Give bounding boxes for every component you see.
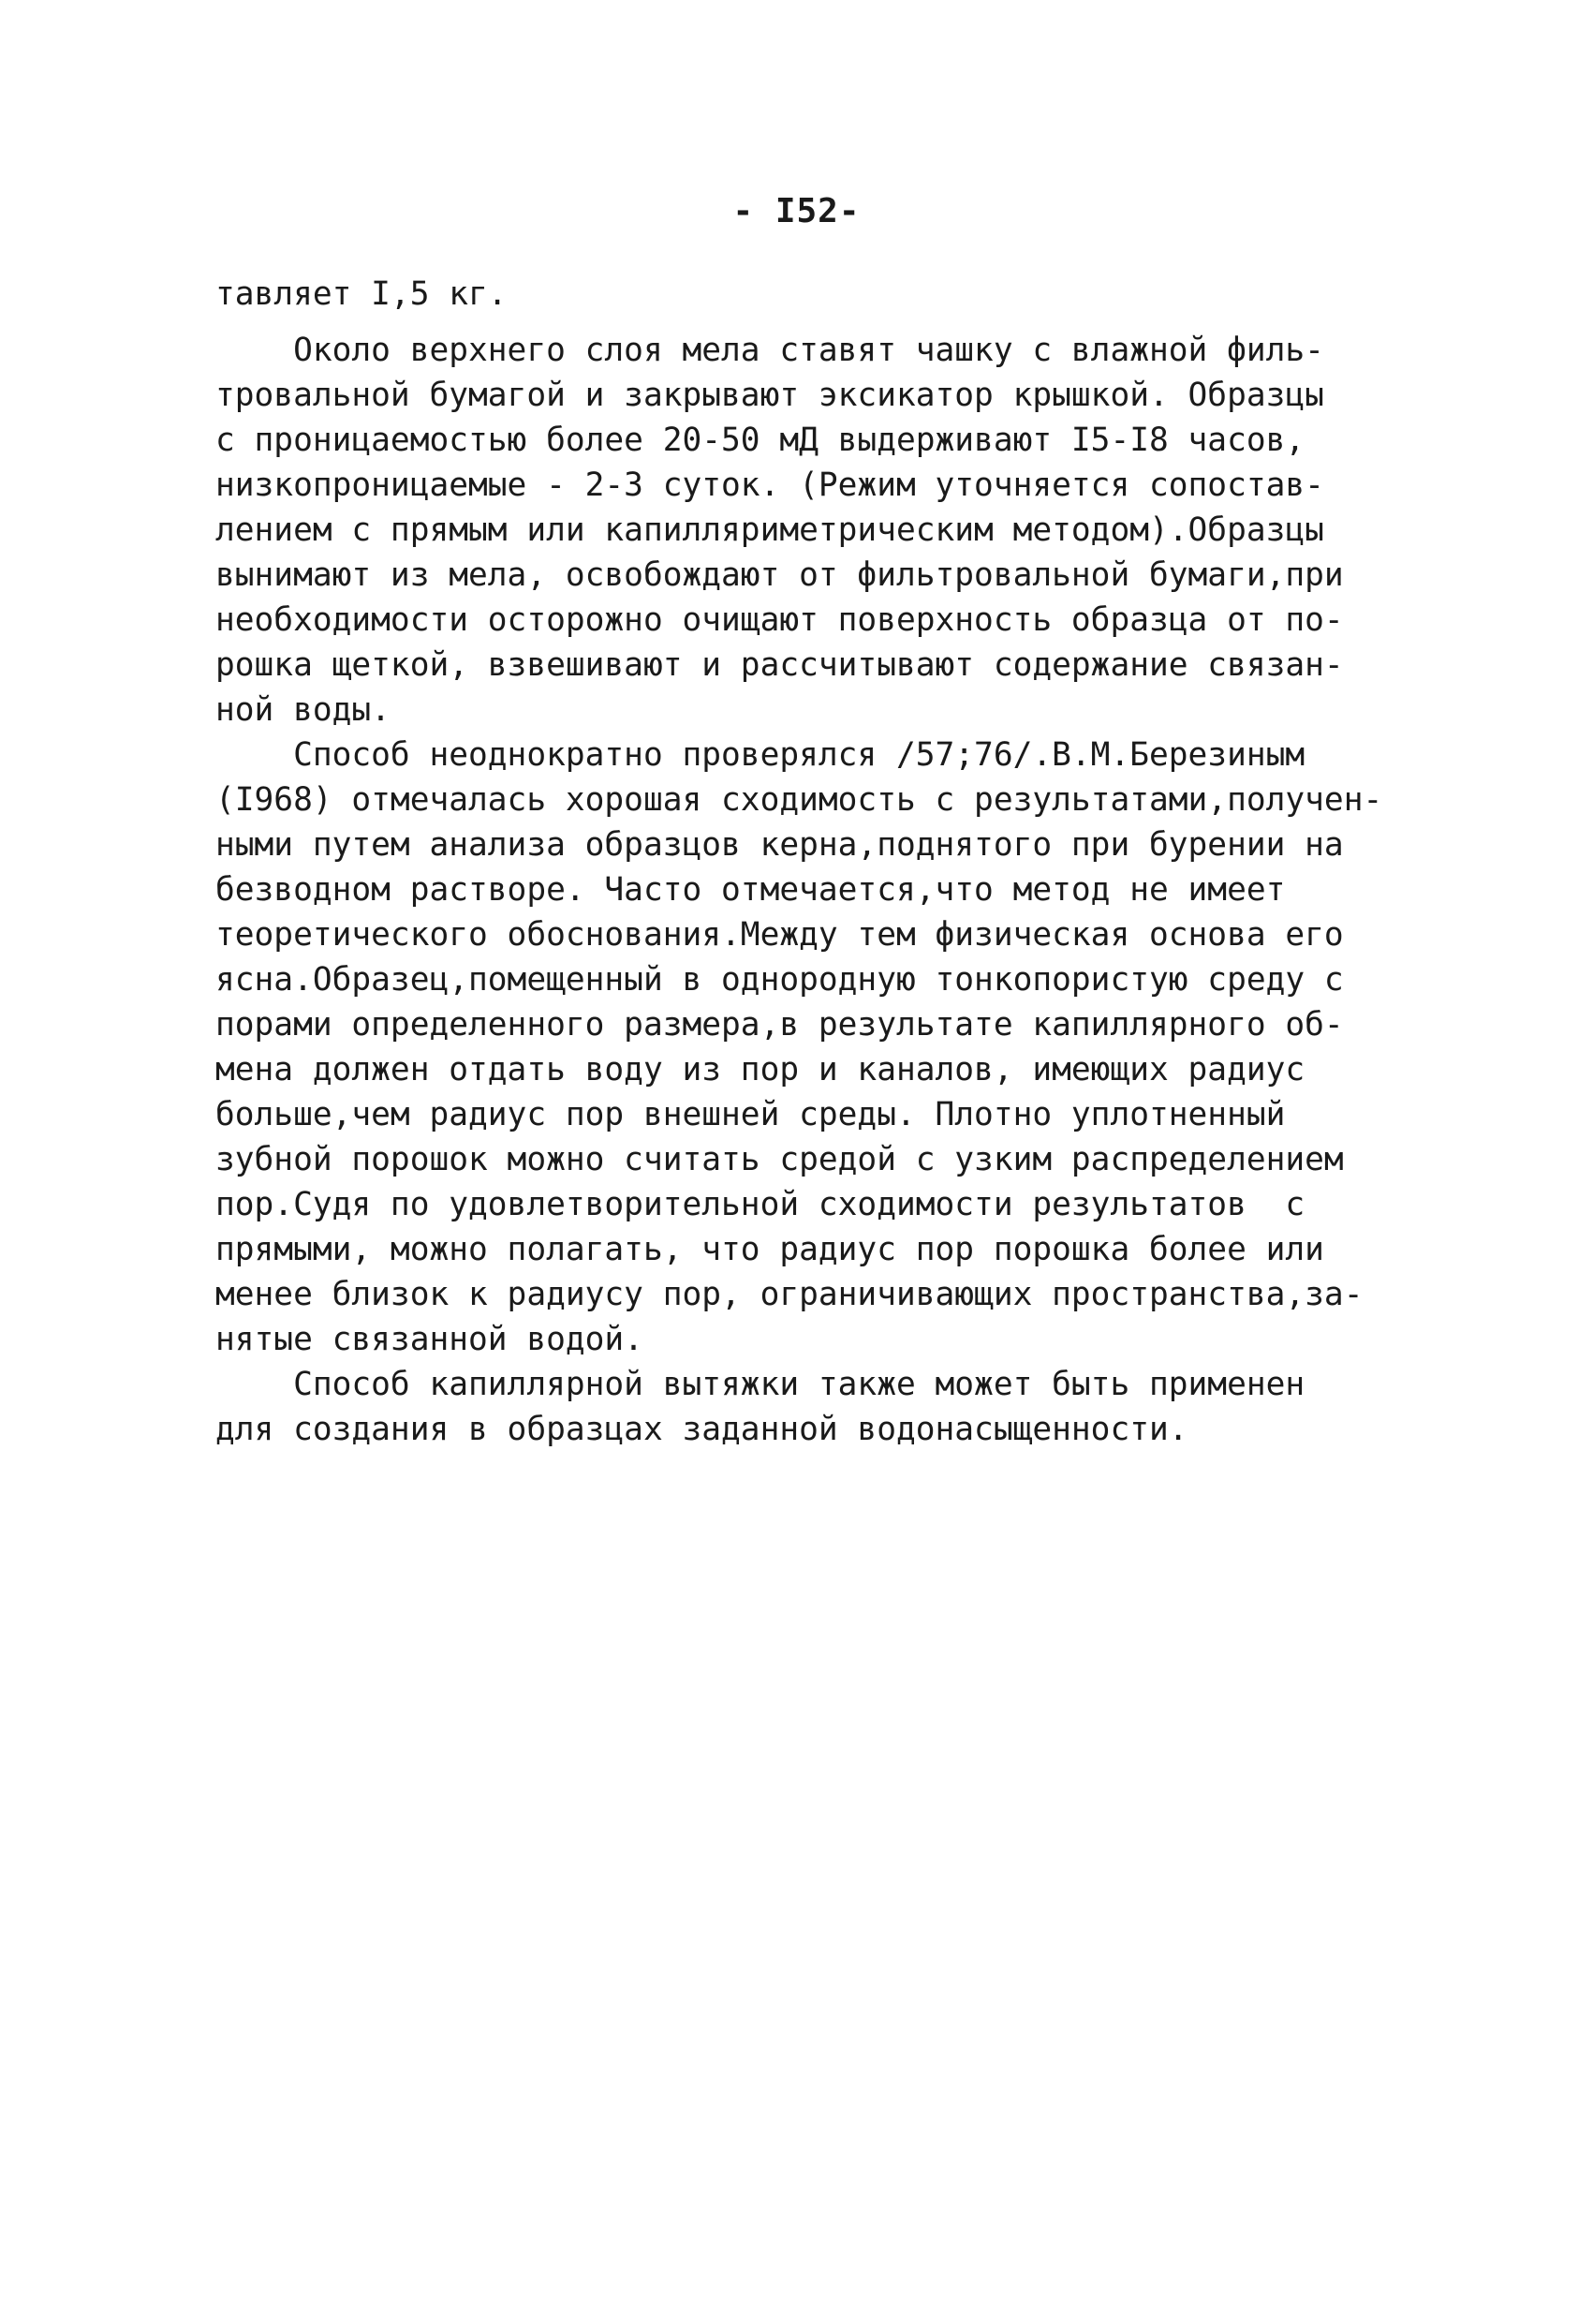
text-line: вынимают из мела, освобождают от фильтровальной бумаги,при	[215, 556, 1344, 594]
text-line: ными путем анализа образцов керна,поднятого при бурении на	[215, 826, 1344, 864]
text-line: тровальной бумагой и закрывают эксикатор крышкой. Образцы	[215, 377, 1324, 414]
text-line: ной воды.	[215, 691, 391, 729]
text-line: мена должен отдать воду из пор и каналов, имеющих радиус	[215, 1051, 1305, 1088]
text-line: зубной порошок можно считать средой с узким распределением	[215, 1141, 1344, 1178]
text-line: с проницаемостью более 20-50 мД выдерживают I5-I8 часов,	[215, 422, 1305, 459]
text-line: менее близок к радиусу пор, ограничивающих пространства,за-	[215, 1276, 1364, 1313]
text-line: Способ капиллярной вытяжки также может быть применен	[215, 1366, 1305, 1403]
text-line: порами определенного размера,в результате капиллярного об-	[215, 1006, 1344, 1044]
text-line: тавляет I,5 кг.	[215, 275, 508, 313]
text-line: теоретического обоснования.Между тем физическая основа его	[215, 916, 1344, 954]
text-line: Способ неоднократно проверялся /57;76/.В.М.Березиным	[215, 736, 1305, 774]
text-line: безводном растворе. Часто отмечается,что метод не имеет	[215, 871, 1286, 909]
page-number: - I52-	[732, 192, 861, 230]
text-line: низкопроницаемые - 2-3 суток. (Режим уточняется сопостав-	[215, 466, 1324, 504]
text-line: для создания в образцах заданной водонасыщенности.	[215, 1411, 1188, 1448]
text-line: Около верхнего слоя мела ставят чашку с влажной филь-	[215, 332, 1324, 369]
text-line: больше,чем радиус пор внешней среды. Плотно уплотненный	[215, 1096, 1286, 1133]
text-line: прямыми, можно полагать, что радиус пор порошка более или	[215, 1231, 1324, 1268]
text-line: ясна.Образец,помещенный в однородную тонкопористую среду с	[215, 961, 1344, 999]
text-line: необходимости осторожно очищают поверхность образца от по-	[215, 601, 1344, 639]
text-line: пор.Судя по удовлетворительной сходимости результатов с	[215, 1186, 1305, 1223]
text-line: нятые связанной водой.	[215, 1321, 643, 1358]
text-line: (I968) отмечалась хорошая сходимость с результатами,получен-	[215, 781, 1383, 819]
body-text	[215, 272, 1433, 1452]
text-line: лением с прямым или капилляриметрическим методом).Образцы	[215, 511, 1324, 549]
text-line: рошка щеткой, взвешивают и рассчитывают содержание связан-	[215, 646, 1344, 684]
